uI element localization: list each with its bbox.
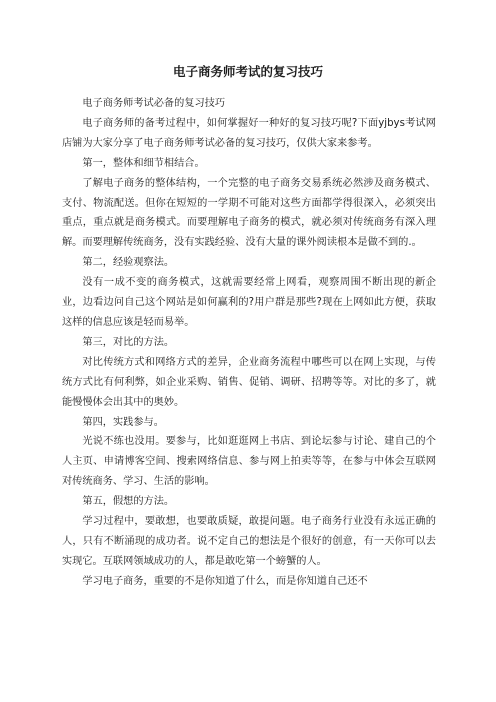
subtitle-paragraph: 电子商务师考试必备的复习技巧 (82, 98, 226, 109)
section-heading-3: 第三，对比的方法。 (82, 336, 175, 348)
document-body (62, 94, 436, 592)
section-body-4: 光说不练也没用。要参与，比如逛逛网上书店、到论坛参与讨论、建自己的个人主页、申请博客空间、搜索网络信息、参与网上拍卖等等，在参与中体会互联网对传统商务、学习、生活的影响。 (62, 436, 436, 488)
section-body-1: 了解电子商务的整体结构，一个完整的电子商务交易系统必然涉及商务模式、支付、物流配送。但你在短短的一学期不可能对这些方面都学得很深入，必须突出重点，重点就是商务模式。而要理解电子商务的模式，就必须对传统商务有深入理解。而要理解传统商务，没有实践经验、没有大量的课外阅读根本是做不到的.。 (62, 177, 436, 249)
section-body-5: 学习过程中，要敢想，也要敢质疑，敢提问题。电子商务行业没有永远正确的人，只有不断涌现的成功者。说不定自己的想法是个很好的创意，有一天你可以去实现它。互联网领域成功的人，都是敢吃第一个螃蟹的人。 (62, 516, 436, 567)
section-heading-4: 第四，实践参与。 (82, 416, 164, 428)
section-heading-5: 第五，假想的方法。 (82, 496, 175, 508)
section-body-2: 没有一成不变的商务模式，这就需要经常上网看，观察周围不断出现的新企业，边看边问自己这个网站是如何赢利的?用户群是那些?现在上网如此方便，获取这样的信息应该是轻而易举。 (62, 277, 436, 328)
closing-paragraph: 学习电子商务，重要的不是你知道了什么，而是你知道自己还不 (82, 575, 368, 587)
section-body-3: 对比传统方式和网络方式的差异，企业商务流程中哪些可以在网上实现，与传统方式比有何利弊，如企业采购、销售、促销、调研、招聘等等。对比的多了，就能慢慢体会出其中的奥妙。 (62, 356, 436, 408)
section-heading-1: 第一，整体和细节相结合。 (82, 157, 205, 169)
intro-paragraph: 电子商务师的备考过程中，如何掌握好一种好的复习技巧呢?下面yjbys考试网店铺为大家分享了电子商务师考试必备的复习技巧，仅供大家来参考。 (62, 117, 436, 149)
document-title: 电子商务师考试的复习技巧 (172, 64, 323, 79)
section-heading-2: 第二，经验观察法。 (82, 257, 175, 269)
